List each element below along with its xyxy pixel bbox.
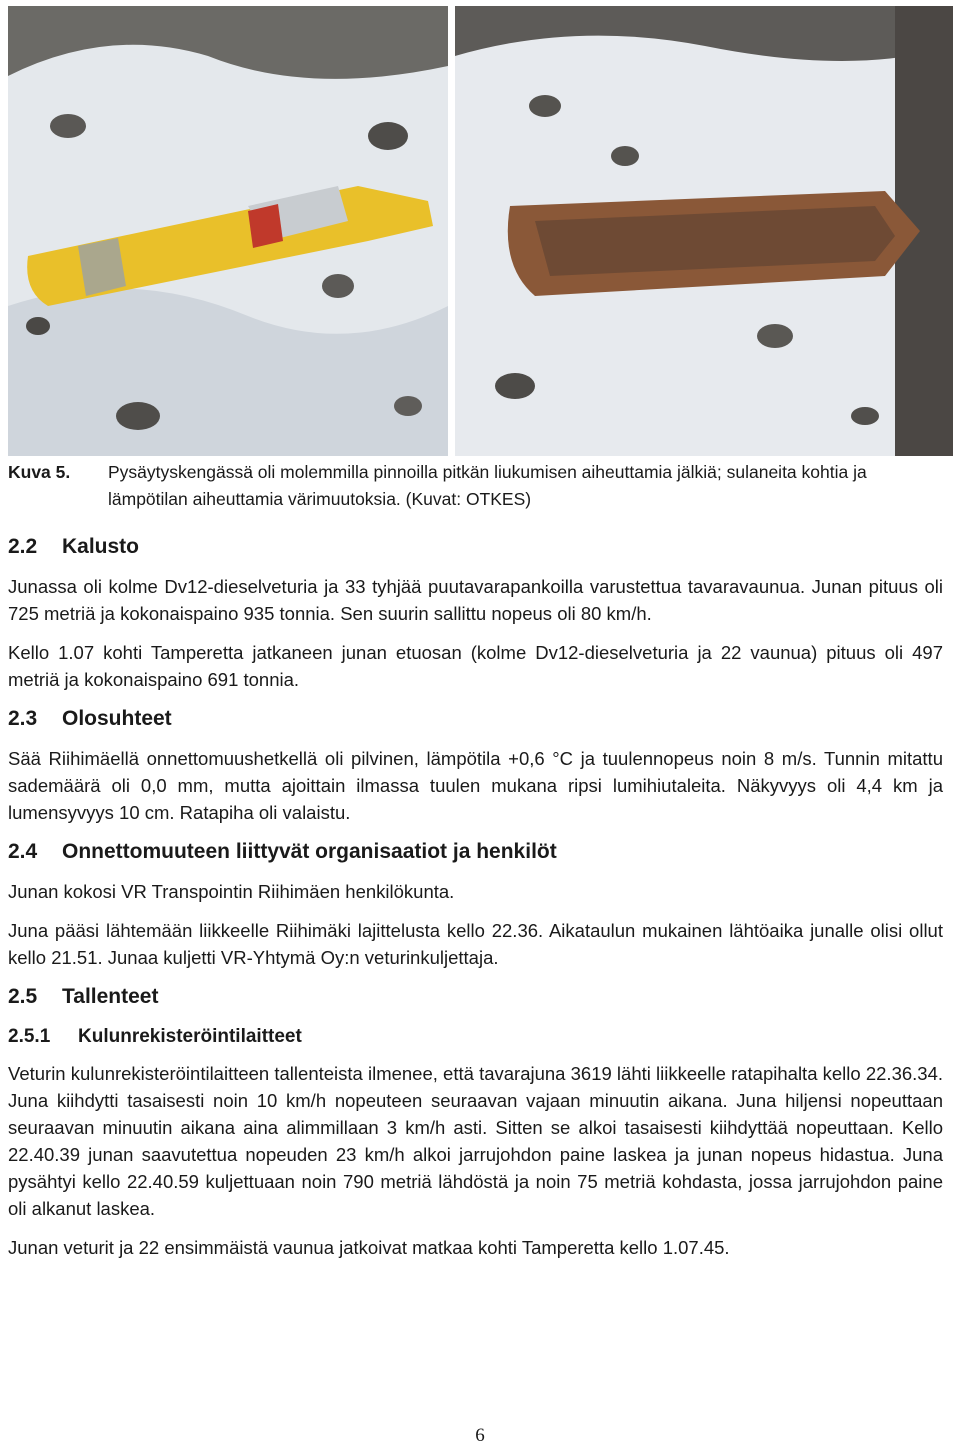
section-heading: 2.2 Kalusto: [8, 535, 140, 558]
caption-label: Kuva 5.: [8, 462, 71, 482]
section-heading: 2.5 Tallenteet: [8, 985, 159, 1008]
section-heading: 2.3 Olosuhteet: [8, 707, 172, 730]
paragraph: Junassa oli kolme Dv12-dieselveturia ja 33 tyhjää puutavarapankoilla varustettua tavaravaunua. Junan pituus oli 725 metriä ja kokonaispaino 935 tonnia. Sen suurin sallittu nopeus oli 80 km/h.: [8, 576, 943, 624]
paragraph: Junan kokosi VR Transpointin Riihimäen henkilökunta.: [8, 881, 455, 902]
page-number: 6: [475, 1425, 485, 1446]
caption-text: Pysäytyskengässä oli molemmilla pinnoilla pitkän liukumisen aiheuttamia jälkiä; sulaneita kohtia ja lämpötilan aiheuttamia värimuutoksia. (Kuvat: OTKES): [108, 462, 867, 509]
paragraph: Veturin kulunrekisteröintilaitteen tallenteista ilmenee, että tavarajuna 3619 lähti liikkeelle ratapihalta kello 22.36.34. Juna kiihdytti tasaisesti noin 10 km/h nopeuteen seuraavan vajaan minuutin aikana. Juna hiljensi nopeuttaan seuraavan minuutin aikana aina alimmillaan 3 km/h asti. Sitten se alkoi tasaisesti kiihdyttää nopeuttaan. Kello 22.40.39 junan saavutettua nopeuden 23 km/h alkoi jarrujohdon paine laskea ja junan nopeus hidastua. Juna pysähtyi kello 22.40.59 kuljettuaan noin 790 metriä lähdöstä ja noin 75 metriä kohdasta, jossa jarrujohdon paine oli alkanut laskea.: [8, 1063, 943, 1219]
subsection-heading: 2.5.1 Kulunrekisteröintilaitteet: [8, 1026, 302, 1047]
paragraph: Kello 1.07 kohti Tamperetta jatkaneen junan etuosan (kolme Dv12-dieselveturia ja 22 vaunua) pituus oli 497 metriä ja kokonaispaino 691 tonnia.: [8, 642, 943, 690]
section-heading: 2.4 Onnettomuuteen liittyvät organisaatiot ja henkilöt: [8, 840, 557, 863]
paragraph: Junan veturit ja 22 ensimmäistä vaunua jatkoivat matkaa kohti Tamperetta kello 1.07.45.: [8, 1237, 730, 1258]
photo-yellow-brake-shoe: [8, 6, 448, 456]
photo-rusty-brake-shoe: [455, 6, 953, 456]
paragraph: Juna pääsi lähtemään liikkeelle Riihimäki lajittelusta kello 22.36. Aikataulun mukainen lähtöaika junalle olisi ollut kello 21.51. Junaa kuljetti VR-Yhtymä Oy:n veturinkuljettaja.: [8, 920, 943, 968]
document-body: [8, 533, 943, 1273]
paragraph: Sää Riihimäellä onnettomuushetkellä oli pilvinen, lämpötila +0,6 °C ja tuulennopeus noin 8 m/s. Tunnin mitattu sademäärä oli 0,0 mm, mutta ajoittain ilmassa tuulen mukana ripsi lumihiutaleita. Näkyvyys oli 4,4 km ja lumensyvyys 10 cm. Ratapiha oli valaistu.: [8, 748, 943, 823]
